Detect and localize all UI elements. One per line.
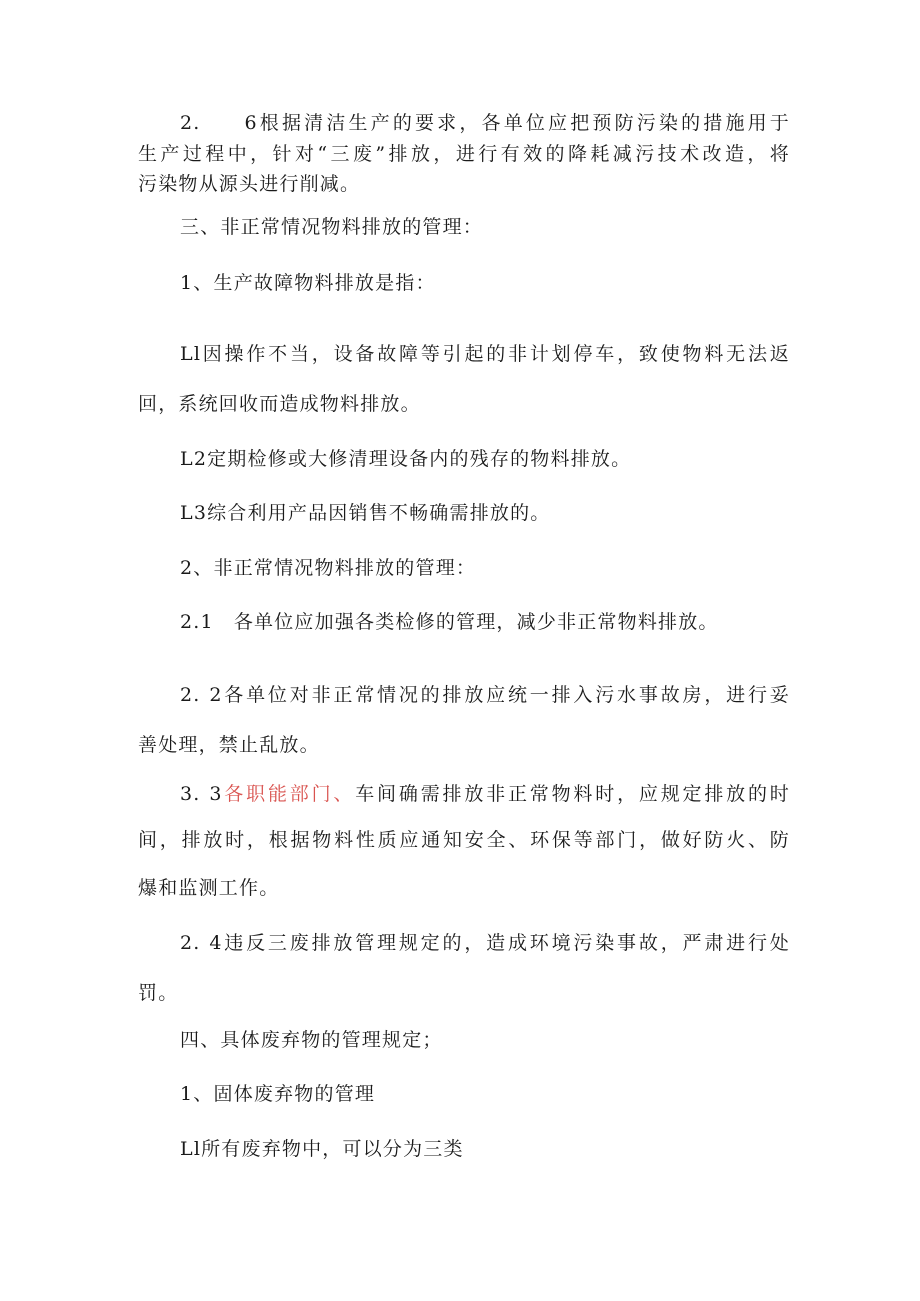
paragraph-2-4-line-2: 罚。 — [138, 982, 179, 1004]
paragraph-2-2-line-2: 善处理，禁止乱放。 — [138, 734, 320, 756]
paragraph-2-6-line-1 — [180, 111, 790, 135]
paragraph-3-3-number: 3. 3 — [180, 783, 223, 805]
paragraph-2-4-line-1: 2. 4违反三废排放管理规定的，造成环境污染事故，严肃进行处 — [180, 932, 790, 954]
subheading-3-2: 2、非正常情况物料排放的管理： — [180, 557, 477, 579]
paragraph-2-6-line-2: 生产过程中，针对“三废”排放，进行有效的降耗减污技术改造，将 — [138, 143, 790, 165]
subheading-3-1: 1、生产故障物料排放是指： — [180, 272, 436, 294]
paragraph-3-3-text: 车间确需排放非正常物料时，应规定排放的时 — [355, 783, 791, 805]
paragraph-3-3-line-1 — [180, 782, 790, 806]
paragraph-3-3-line-2: 间，排放时，根据物料性质应通知安全、环保等部门，做好防火、防 — [138, 829, 790, 851]
section-heading-3: 三、非正常情况物料排放的管理： — [180, 216, 484, 238]
paragraph-2-1-number: 2.1 — [180, 611, 214, 633]
item-l1-line-2: 回，系统回收而造成物料排放。 — [138, 393, 421, 415]
item-l2: L2定期检修或大修清理设备内的残存的物料排放。 — [180, 448, 632, 470]
item-l1-line-1: Ll因操作不当，设备故障等引起的非计划停车，致使物料无法返 — [180, 343, 790, 365]
paragraph-3-3-line-3: 爆和监测工作。 — [138, 877, 280, 899]
highlighted-text: 各职能部门、 — [222, 783, 356, 805]
paragraph-2-6-number: 2. — [180, 112, 201, 134]
paragraph-2-6-line-3: 污染物从源头进行削减。 — [138, 173, 361, 195]
paragraph-2-1 — [180, 610, 790, 634]
item-l1-waste: Ll所有废弃物中，可以分为三类 — [180, 1138, 464, 1160]
paragraph-2-2-line-1: 2. 2各单位对非正常情况的排放应统一排入污水事故房，进行妥 — [180, 684, 790, 706]
section-heading-4: 四、具体废弃物的管理规定； — [180, 1029, 443, 1051]
item-l3: L3综合利用产品因销售不畅确需排放的。 — [180, 502, 551, 524]
paragraph-2-1-text: 各单位应加强各类检修的管理，减少非正常物料排放。 — [233, 611, 719, 633]
subheading-4-1: 1、固体废弃物的管理 — [180, 1083, 376, 1105]
paragraph-2-6-text: 6根据清洁生产的要求，各单位应把预防污染的措施用于 — [244, 112, 790, 134]
